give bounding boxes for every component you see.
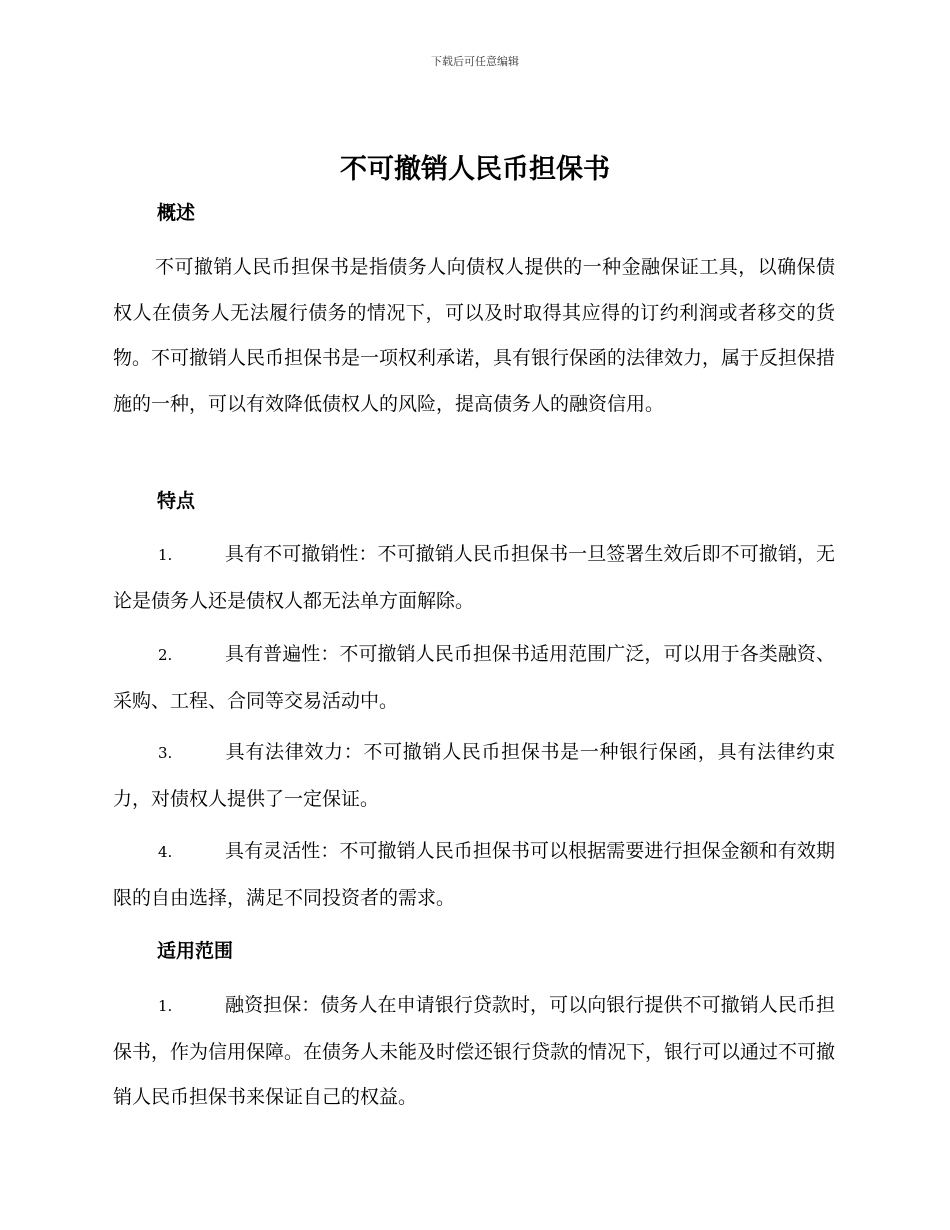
scope-item-1 (113, 983, 835, 1121)
list-item-text: 融资担保：债务人在申请银行贷款时，可以向银行提供不可撤销人民币担保书，作为信用保障。在债务人未能及时偿还银行贷款的情况下，银行可以通过不可撤销人民币担保书来保证自己的权益。 (113, 994, 836, 1108)
list-item-text: 具有不可撤销性：不可撤销人民币担保书一旦签署生效后即不可撤销，无论是债务人还是债权人都无法单方面解除。 (113, 543, 835, 612)
feature-item-3 (113, 730, 835, 822)
list-number: 1. (158, 997, 173, 1015)
list-number: 2. (158, 646, 173, 664)
list-number: 1. (158, 546, 173, 564)
feature-item-1 (113, 532, 835, 624)
list-item-text: 具有普遍性：不可撤销人民币担保书适用范围广泛，可以用于各类融资、采购、工程、合同等交易活动中。 (113, 643, 835, 712)
list-item-text: 具有灵活性：不可撤销人民币担保书可以根据需要进行担保金额和有效期限的自由选择，满足不同投资者的需求。 (113, 840, 835, 909)
feature-item-4 (113, 829, 835, 921)
list-item-text: 具有法律效力：不可撤销人民币担保书是一种银行保函，具有法律约束力，对债权人提供了一定保证。 (113, 741, 835, 810)
list-number: 3. (158, 744, 173, 762)
overview-paragraph: 不可撤销人民币担保书是指债务人向债权人提供的一种金融保证工具，以确保债权人在债务人无法履行债务的情况下，可以及时取得其应得的订约利润或者移交的货物。不可撤销人民币担保书是一项权利承诺，具有银行保函的法律效力，属于反担保措施的一种，可以有效降低债权人的风险，提高债务人的融资信用。 (113, 256, 836, 415)
section-heading-features: 特点 (157, 490, 196, 512)
feature-item-2 (113, 632, 835, 724)
document-title: 不可撤销人民币担保书 (340, 154, 610, 185)
section-heading-scope: 适用范围 (157, 940, 234, 962)
page-header-note: 下载后可任意编辑 (431, 55, 519, 68)
list-number: 4. (158, 843, 173, 861)
section-heading-overview: 概述 (157, 202, 196, 224)
